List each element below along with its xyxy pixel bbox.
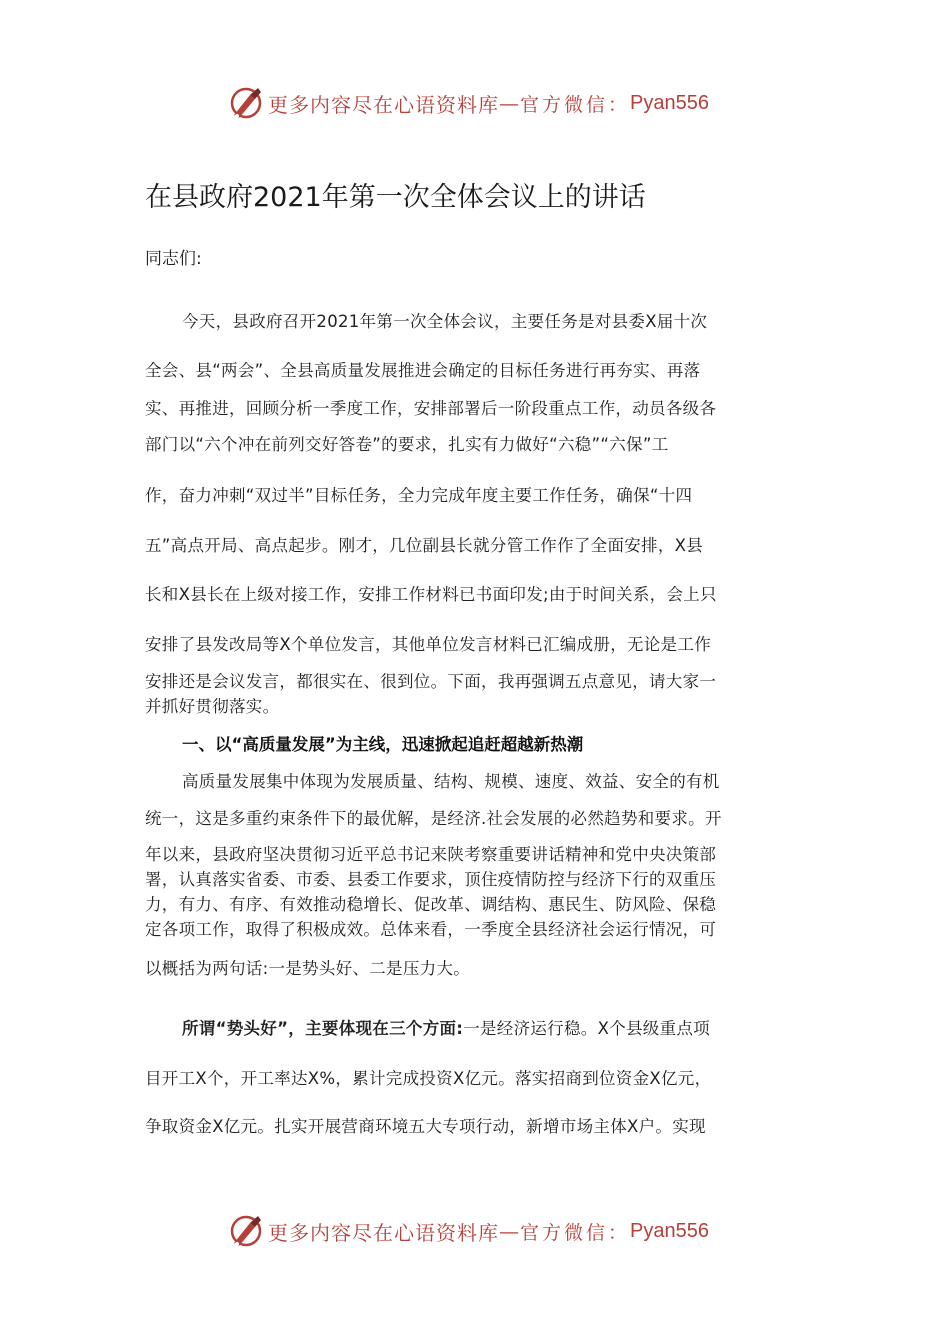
paragraph-line: 长和X县长在上级对接工作，安排工作材料已书面印发;由于时间关系，会上只 xyxy=(145,585,717,604)
paragraph-line: 安排了县发改局等X个单位发言，其他单位发言材料已汇编成册，无论是工作 xyxy=(145,635,712,654)
paragraph-line: 安排还是会议发言，都很实在、很到位。下面，我再强调五点意见，请大家一 xyxy=(145,672,717,691)
paragraph-line: 争取资金X亿元。扎实开展营商环境五大专项行动，新增市场主体X户。实现 xyxy=(145,1117,706,1136)
pen-logo-icon xyxy=(228,1213,264,1249)
paragraph-line: 五”高点开局、高点起步。刚才，几位副县长就分管工作作了全面安排，X县 xyxy=(145,536,704,555)
paragraph-line: 今天，县政府召开2021年第一次全体会议，主要任务是对县委X届十次 xyxy=(182,312,708,331)
pen-logo-icon xyxy=(228,85,264,121)
paragraph-line: 年以来，县政府坚决贯彻习近平总书记来陕考察重要讲话精神和党中央决策部 xyxy=(145,845,717,864)
paragraph-line: 作，奋力冲刺“双过半”目标任务，全力完成年度主要工作任务，确保“十四 xyxy=(145,486,693,505)
paragraph-line: 并抓好贯彻落实。 xyxy=(145,697,280,716)
banner-wechat-id: Pyan556 xyxy=(630,1219,709,1242)
banner-text: 更多内容尽在心语资料库 xyxy=(268,1220,499,1245)
footer-banner xyxy=(228,1211,748,1251)
paragraph-line: 力，有力、有序、有效推动稳增长、促改革、调结构、惠民生、防风险、保稳 xyxy=(145,895,717,914)
banner-dash: — xyxy=(499,1219,520,1243)
banner-contact-label: 官方微信： xyxy=(520,93,631,116)
header-banner xyxy=(228,83,748,123)
paragraph-line: 统一，这是多重约束条件下的最优解，是经济.社会发展的必然趋势和要求。开 xyxy=(145,809,722,828)
banner-wechat-id: Pyan556 xyxy=(630,91,709,114)
paragraph-line xyxy=(182,1015,842,1039)
paragraph-line: 实、再推进，回顾分析一季度工作，安排部署后一阶段重点工作，动员各级各 xyxy=(145,399,717,418)
paragraph-line: 高质量发展集中体现为发展质量、结构、规模、速度、效益、安全的有机 xyxy=(182,772,720,791)
paragraph-line: 定各项工作，取得了积极成效。总体来看，一季度全县经济社会运行情况，可 xyxy=(145,920,717,939)
section-heading: 一、以“高质量发展”为主线，迅速掀起追赶超越新热潮 xyxy=(182,735,584,754)
paragraph-line: 部门以“六个冲在前列交好答卷”的要求，扎实有力做好“六稳”“六保”工 xyxy=(145,435,669,454)
paragraph-line: 以概括为两句话:一是势头好、二是压力大。 xyxy=(145,959,471,978)
paragraph-line: 目开工X个，开工率达X%，累计完成投资X亿元。落实招商到位资金X亿元， xyxy=(145,1069,712,1088)
lead-bold-text: 所谓“势头好”，主要体现在三个方面: xyxy=(182,1019,464,1038)
paragraph-line: 署，认真落实省委、市委、县委工作要求，顶住疫情防控与经济下行的双重压 xyxy=(145,870,717,889)
banner-text: 更多内容尽在心语资料库 xyxy=(268,92,499,117)
greeting: 同志们: xyxy=(145,249,202,269)
banner-dash: — xyxy=(499,91,520,115)
banner-contact-label: 官方微信： xyxy=(520,1221,631,1244)
document-title: 在县政府2021年第一次全体会议上的讲话 xyxy=(145,182,646,213)
lead-continuation: 一是经济运行稳。X个县级重点项 xyxy=(463,1019,710,1038)
paragraph-line: 全会、县“两会”、全县高质量发展推进会确定的目标任务进行再夯实、再落 xyxy=(145,361,701,380)
